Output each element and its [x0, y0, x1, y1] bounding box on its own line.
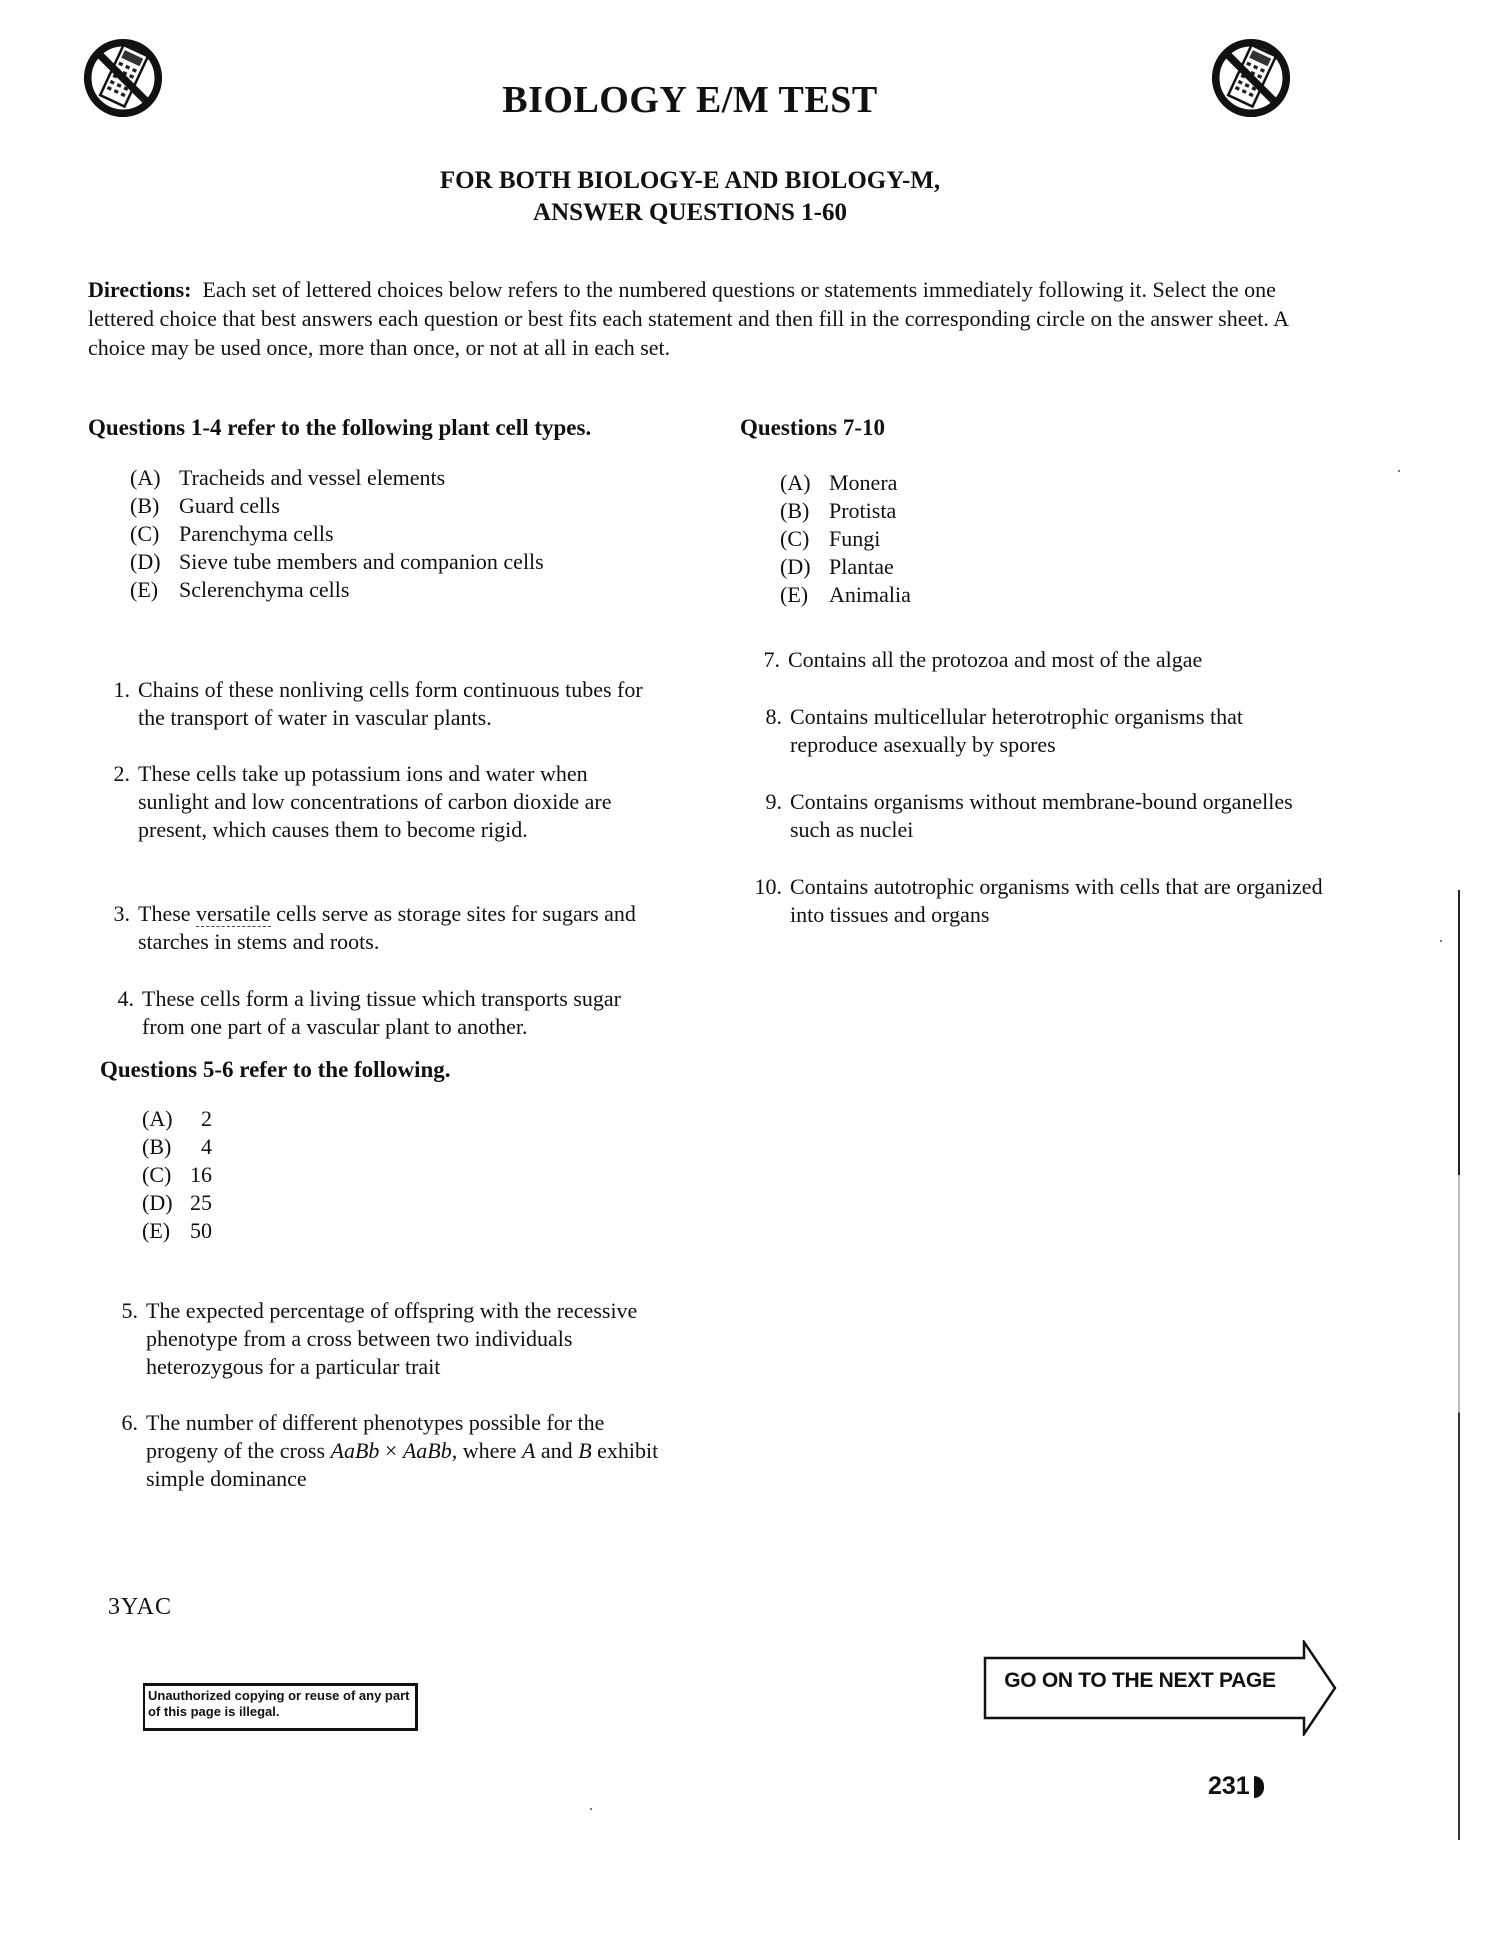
choice-list [780, 469, 1340, 609]
question-text: Chains of these nonliving cells form continuous tubes for the transport of water in vascular plants. [138, 677, 643, 730]
question-number: 9. [765, 789, 782, 814]
choice-b: (B) 4 [142, 1134, 212, 1159]
question-text: Contains all the protozoa and most of the algae [788, 647, 1203, 672]
choice-d: (D) 25 [142, 1190, 212, 1215]
question-set-5-6 [100, 1055, 660, 1245]
emphasized-word: versatile [196, 901, 271, 926]
scan-speck [1440, 940, 1442, 942]
scan-speck [1398, 470, 1400, 472]
set-heading: Questions 1-4 refer to the following plant cell types. [88, 415, 592, 440]
subtitle-line-1: FOR BOTH BIOLOGY-E AND BIOLOGY-M, [439, 167, 941, 194]
question-5 [96, 1297, 656, 1381]
question-text: Contains organisms without membrane-bound organelles such as nuclei [790, 789, 1293, 842]
question-text: The number of different phenotypes possible for the progeny of the cross AaBb × AaBb, where A and B exhibit simple dominance [146, 1410, 659, 1491]
question-number: 10. [754, 874, 782, 899]
question-8 [740, 703, 1300, 759]
question-text: Contains multicellular heterotrophic organisms that reproduce asexually by spores [790, 704, 1243, 757]
next-page-label: GO ON TO THE NEXT PAGE [1004, 1669, 1276, 1692]
question-text: These cells take up potassium ions and water when sunlight and low concentrations of carbon dioxide are present, which causes them to become rigid. [138, 761, 612, 842]
choice-b: (B) Protista [780, 498, 897, 523]
directions [88, 275, 1288, 362]
question-number: 6. [121, 1410, 138, 1435]
scan-speck [590, 1808, 592, 1810]
half-circle-marker-icon [1254, 1776, 1264, 1798]
choice-d: (D) Sieve tube members and companion cells [130, 549, 544, 574]
choice-list [142, 1105, 660, 1245]
question-number: 8. [765, 704, 782, 729]
choice-e: (E) Animalia [780, 582, 911, 607]
question-10 [740, 873, 1340, 929]
choice-a: (A) Tracheids and vessel elements [130, 465, 446, 490]
question-number: 7. [763, 647, 780, 672]
choice-c: (C) Fungi [780, 526, 881, 551]
question-4 [92, 985, 662, 1041]
page-subtitle [0, 165, 1380, 229]
question-7 [738, 646, 1338, 674]
question-3 [88, 900, 658, 956]
copyright-notice: Unauthorized copying or reuse of any part of this page is illegal. [143, 1683, 418, 1731]
question-number: 1. [113, 677, 130, 702]
page-number: 231 [1208, 1772, 1264, 1801]
subtitle-line-2: ANSWER QUESTIONS 1-60 [533, 199, 847, 226]
choice-e: (E) Sclerenchyma cells [130, 577, 350, 602]
choice-list [130, 464, 628, 604]
choice-c: (C) 16 [142, 1162, 212, 1187]
question-set-1-4 [88, 413, 628, 604]
directions-text: Each set of lettered choices below refers to the numbered questions or statements immediately following it. Select the one lettered choice that best answers each question or best fits each statement and then fill in the corresponding circle on the answer sheet. A choice may be used once, more than once, or not at all in each set. [88, 277, 1288, 360]
question-2 [88, 760, 658, 844]
form-code: 3YAC [108, 1594, 173, 1620]
question-text: The expected percentage of offspring with the recessive phenotype from a cross between two individuals heterozygous for a particular trait [146, 1298, 638, 1379]
question-number: 5. [121, 1298, 138, 1323]
question-9 [740, 788, 1300, 844]
choice-b: (B) Guard cells [130, 493, 280, 518]
question-number: 2. [113, 761, 130, 786]
question-1 [88, 676, 658, 732]
choice-d: (D) Plantae [780, 554, 894, 579]
question-text: These cells form a living tissue which transports sugar from one part of a vascular plant to another. [142, 986, 622, 1039]
choice-e: (E) 50 [142, 1218, 212, 1243]
set-heading: Questions 5-6 refer to the following. [100, 1057, 451, 1082]
directions-label: Directions: [88, 277, 192, 302]
choice-a: (A) Monera [780, 470, 898, 495]
question-number: 4. [117, 986, 134, 1011]
choice-a: (A) 2 [142, 1106, 212, 1131]
choice-c: (C) Parenchyma cells [130, 521, 334, 546]
scan-edge-line [1458, 890, 1460, 1840]
question-text: These versatile cells serve as storage sites for sugars and starches in stems and roots. [138, 901, 636, 954]
question-6 [96, 1409, 666, 1493]
question-number: 3. [113, 901, 130, 926]
page-title: BIOLOGY E/M TEST [502, 79, 878, 121]
question-text: Contains autotrophic organisms with cells that are organized into tissues and organs [790, 874, 1323, 927]
question-set-7-10 [740, 413, 1340, 609]
set-heading: Questions 7-10 [740, 415, 886, 440]
